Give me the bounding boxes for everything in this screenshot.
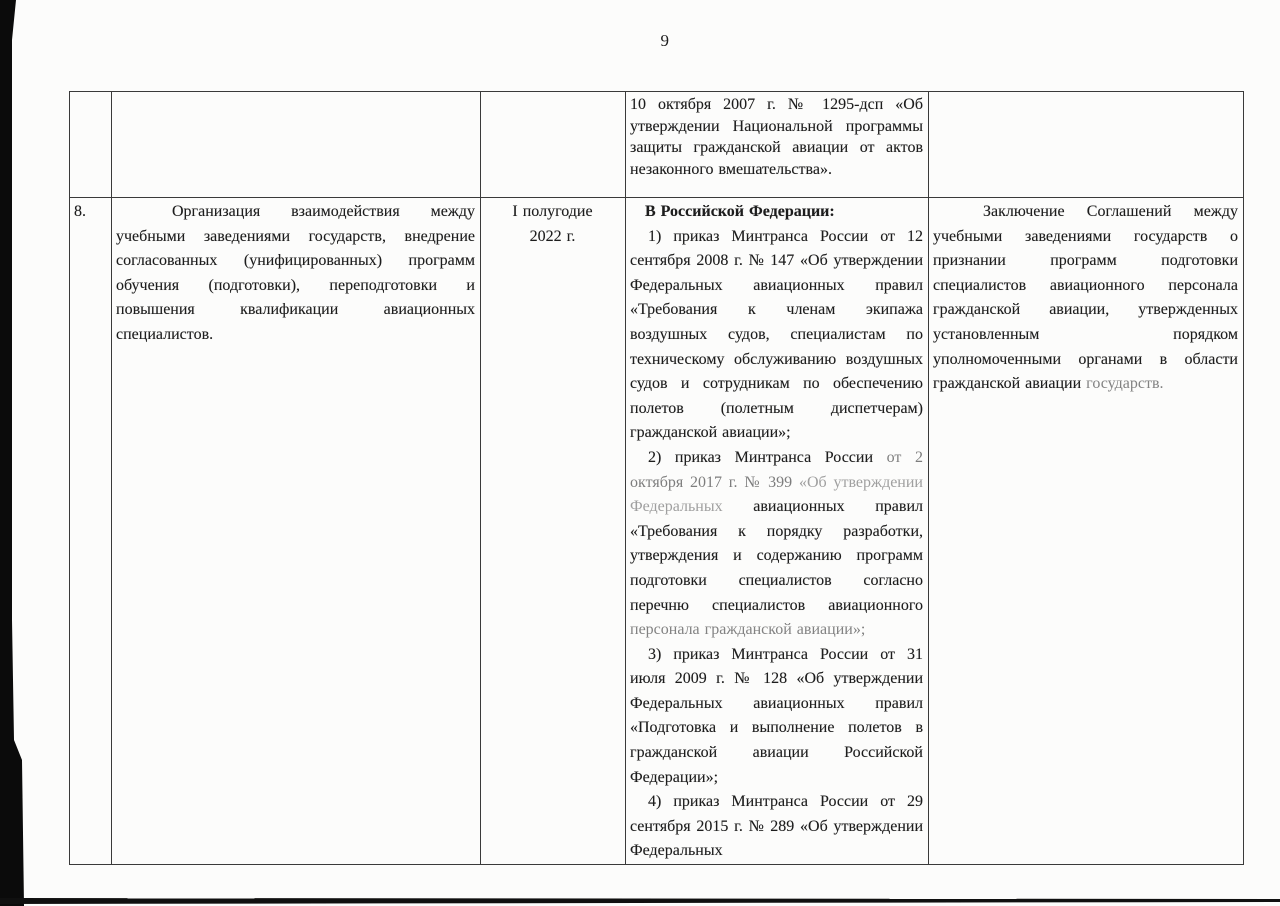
period-line-2: 2022 г. bbox=[529, 227, 576, 245]
activity-text: Организация взаимодействия между учебными заведениями государств, внедрение согласованных (унифицированных) программ обучения (подготовки), переподготовки и повышения квалификации авиационных специалистов. bbox=[116, 203, 475, 343]
row-number-cell bbox=[70, 198, 112, 865]
carryover-row bbox=[70, 92, 1244, 198]
activity-cell bbox=[112, 198, 481, 865]
document-item-1: 1) приказ Минтранса России от 12 сентября 2008 г. № 147 «Об утверждении Федеральных авиационных правил «Требования к членам экипажа воздушных судов, специалистам по техническому обслуживанию воздушных судов и сотрудникам по обеспечению полетов (полетным диспетчерам) гражданской авиации»; bbox=[630, 227, 923, 442]
documents-heading: В Российской Федерации: bbox=[645, 203, 835, 220]
document-item-2-tail: персонала гражданской авиации»; bbox=[630, 621, 866, 639]
document-item-2-faded-date: от 2 октября 2017 г. № 399 bbox=[630, 448, 924, 491]
row-8 bbox=[70, 198, 1244, 865]
carryover-number-cell bbox=[70, 92, 112, 198]
document-item-2-body: авиационных правил «Требования к порядку разработки, утверждения и содержанию программ подготовки специалистов согласно перечню специалистов авиационного bbox=[630, 498, 923, 614]
document-item-2 bbox=[630, 446, 923, 643]
carryover-documents-text: 10 октября 2007 г. № 1295-дсп «Об утверждении Национальной программы защиты гражданской авиации от актов незаконного вмешательства». bbox=[630, 96, 923, 178]
row-number: 8. bbox=[74, 203, 86, 220]
document-item-2-lead: 2) приказ Минтранса России bbox=[648, 448, 887, 466]
period-line-1: I полугодие bbox=[512, 203, 593, 220]
document-item-4: 4) приказ Минтранса России от 29 сентября 2015 г. № 289 «Об утверждении Федеральных bbox=[630, 793, 923, 860]
document-item-3: 3) приказ Минтранса России от 31 июля 2009 г. № 128 «Об утверждении Федеральных авиационных правил «Подготовка и выполнение полетов в гражданской авиации Российской Федерации»; bbox=[630, 645, 923, 786]
bottom-scan-artifact bbox=[0, 898, 1280, 904]
carryover-results-cell bbox=[929, 92, 1244, 198]
schedule-table bbox=[69, 91, 1244, 865]
results-cell bbox=[929, 198, 1244, 865]
documents-cell bbox=[626, 198, 929, 865]
results-text-tail: государств. bbox=[1086, 375, 1164, 393]
page-number: 9 bbox=[660, 31, 670, 50]
carryover-period-cell bbox=[481, 92, 626, 198]
left-scan-artifact bbox=[0, 0, 26, 906]
carryover-activity-cell bbox=[112, 92, 481, 198]
results-text bbox=[933, 200, 1238, 397]
period-cell bbox=[481, 198, 626, 865]
document-item-2-faded-title: «Об утверждении Федеральных bbox=[630, 473, 923, 516]
carryover-documents-cell bbox=[626, 92, 929, 198]
results-text-main: Заключение Соглашений между учебными заведениями государств о признании программ подготовки специалистов авиационного персонала гражданской авиации, утвержденных установленным порядком уполномоченными органами в области гражданской авиации bbox=[933, 203, 1238, 393]
